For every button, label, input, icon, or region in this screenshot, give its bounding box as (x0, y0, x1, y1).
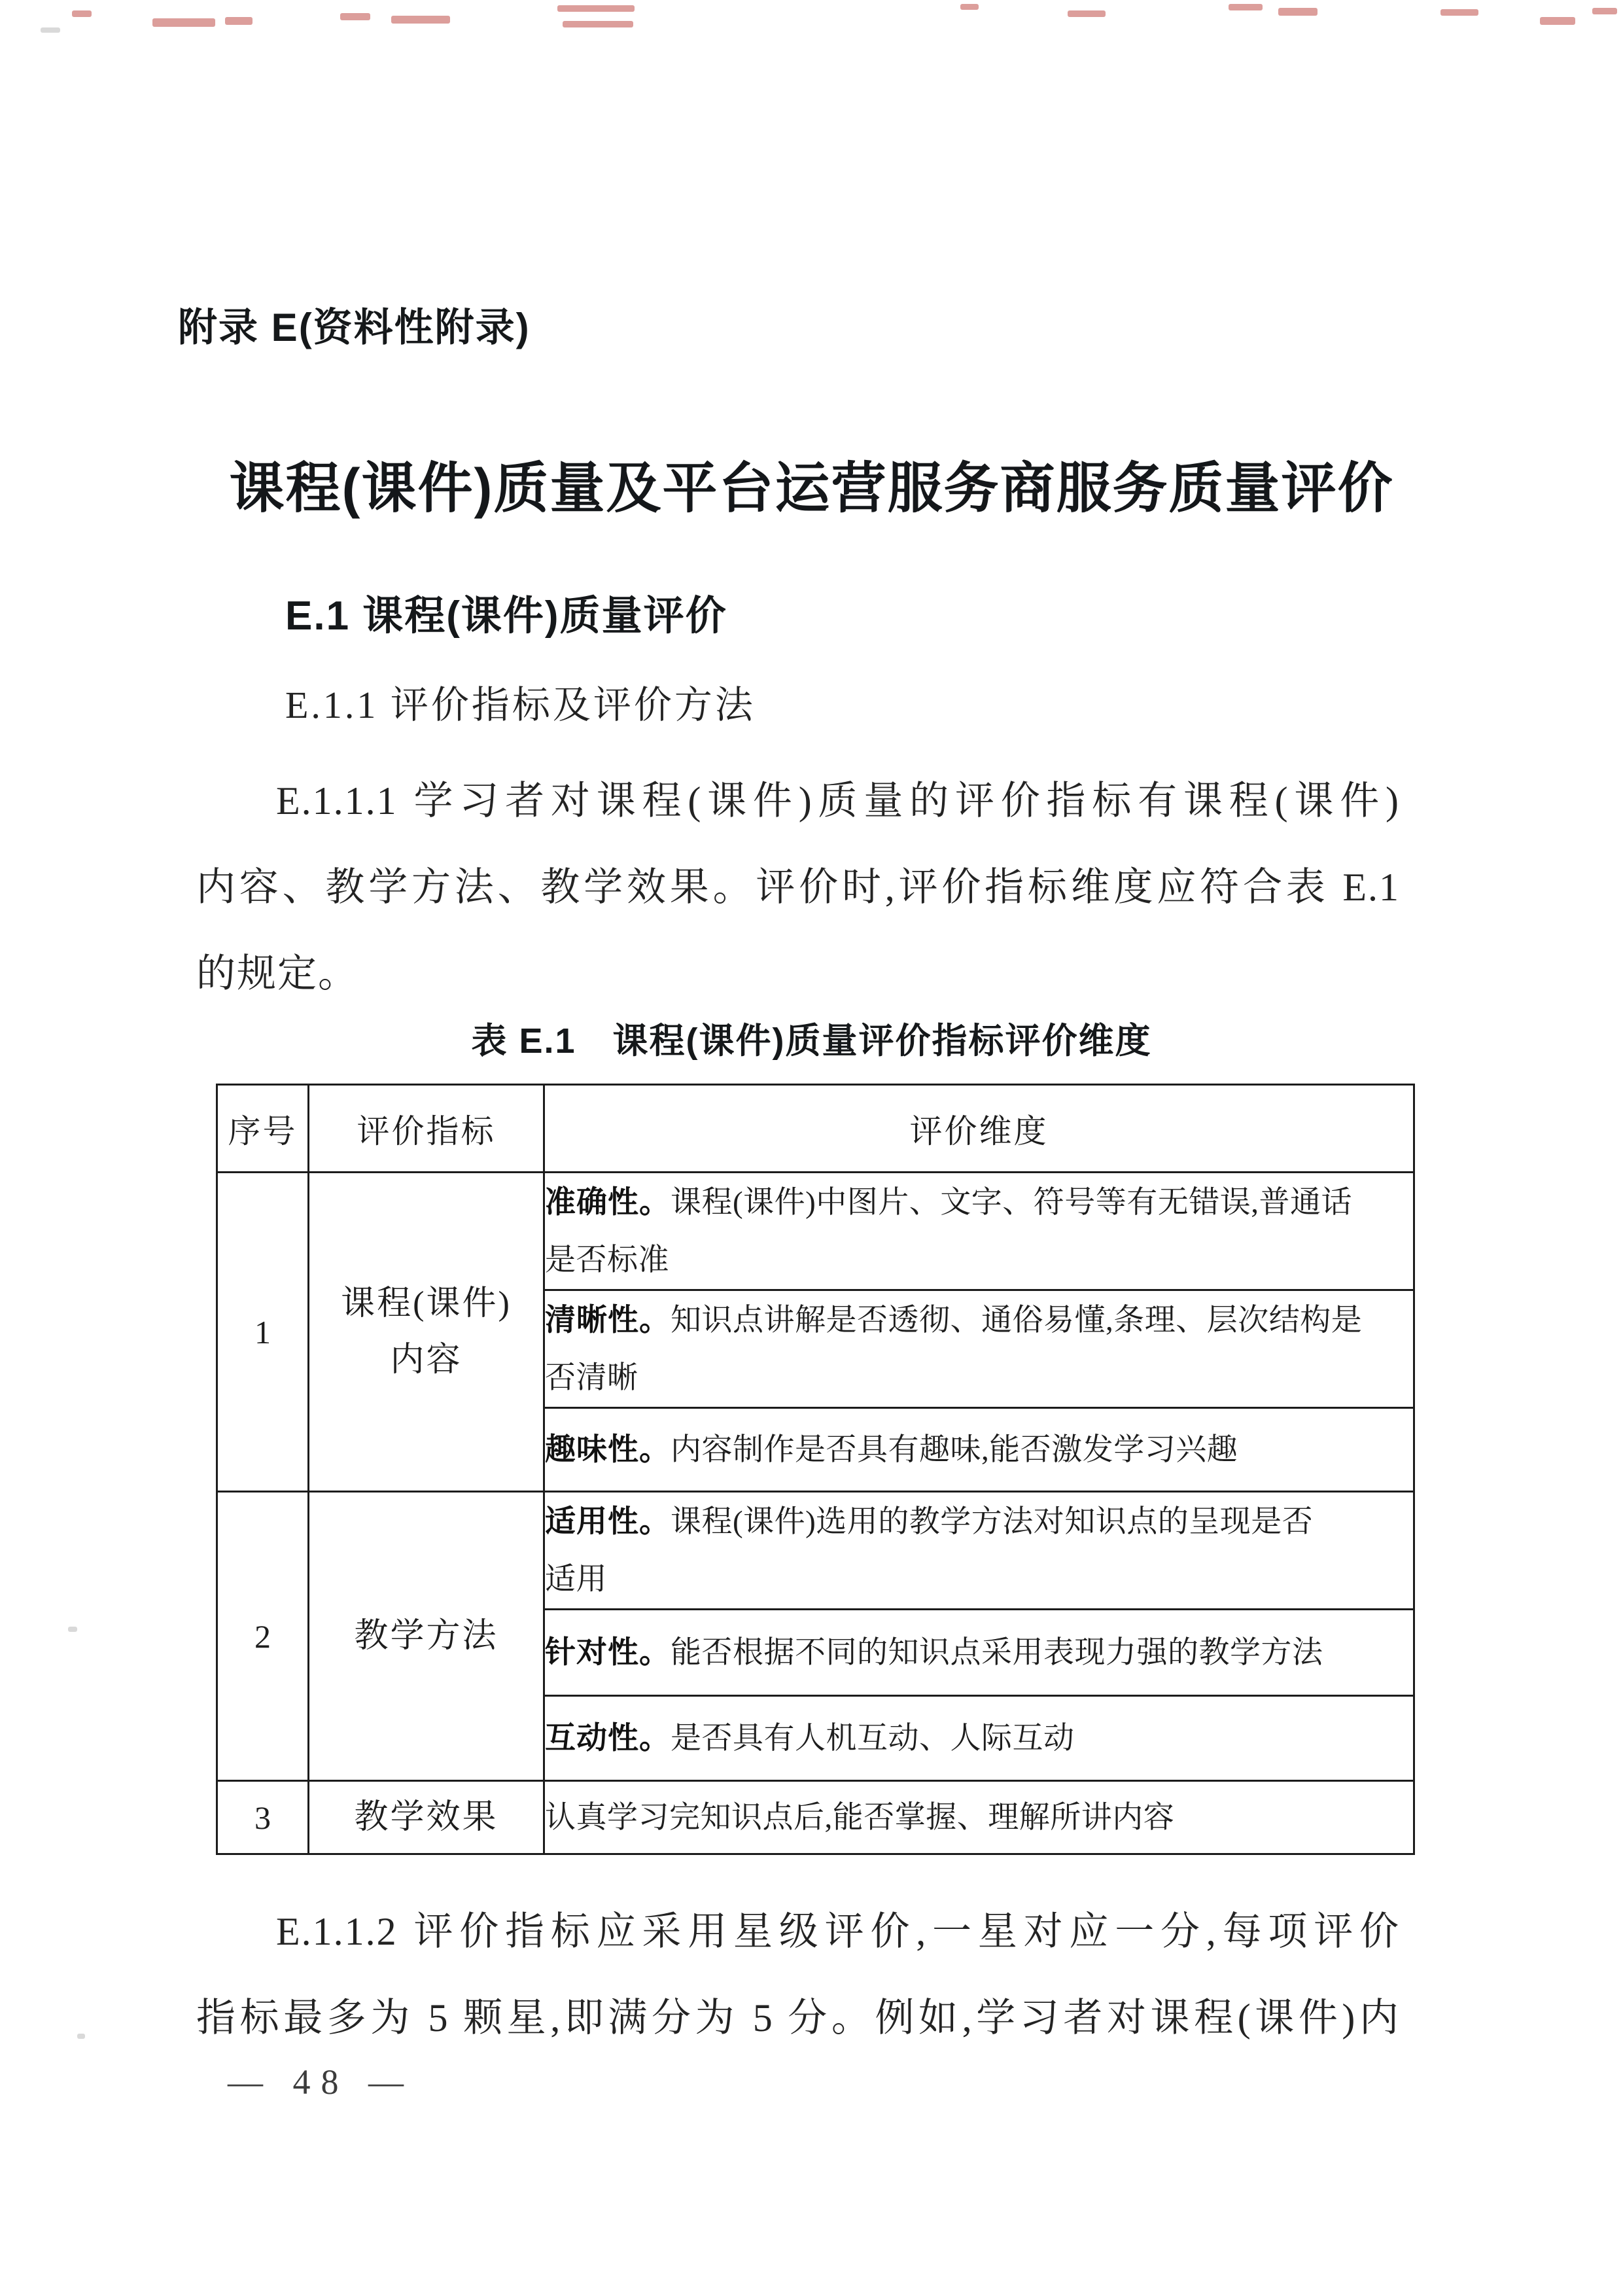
cell-dimension-interest (544, 1408, 1414, 1492)
indicator-line: 课程(课件) (341, 1284, 512, 1322)
dimension-lead: 针对性。 (545, 1634, 671, 1669)
scan-artifact (1540, 17, 1575, 25)
col-header-no: 序号 (217, 1085, 309, 1173)
text-line (545, 1623, 1413, 1682)
text-line (545, 1421, 1413, 1479)
cell-dimension-interactivity (544, 1696, 1414, 1781)
scan-artifact (225, 17, 253, 25)
text-line (545, 1173, 1413, 1231)
text-line: 内容、教学方法、教学效果。评价时,评价指标维度应符合表 E.1 (196, 866, 1400, 909)
text-line: 适用 (545, 1563, 607, 1597)
page-title: 课程(课件)质量及平台运营服务商服务质量评价 (229, 457, 1394, 519)
scan-artifact (72, 10, 92, 17)
scan-artifact (563, 21, 633, 27)
table-caption: 表 E.1 课程(课件)质量评价指标评价维度 (471, 1021, 1152, 1061)
text-line: 否清晰 (545, 1361, 638, 1395)
cell-no-3: 3 (217, 1781, 309, 1854)
text-line: E.1.1.2 评价指标应采用星级评价,一星对应一分,每项评价 (276, 1910, 1400, 1953)
cell-dimension-accuracy (544, 1173, 1414, 1290)
scan-artifact (340, 13, 370, 20)
scan-artifact (1440, 9, 1478, 16)
text-line (545, 1789, 1413, 1846)
scan-artifact (152, 18, 215, 27)
scan-artifact (1068, 10, 1106, 17)
dimension-lead: 互动性。 (545, 1720, 671, 1755)
dimension-lead: 清晰性。 (545, 1302, 671, 1337)
cell-dimension-effect (544, 1781, 1414, 1854)
dimension-text: 内容制作是否具有趣味,能否激发学习兴趣 (671, 1433, 1238, 1467)
cell-no-1: 1 (217, 1173, 309, 1492)
scan-artifact (1278, 8, 1318, 16)
indicator-line: 内容 (390, 1341, 462, 1379)
dimension-text: 知识点讲解是否透彻、通俗易懂,条理、层次结构是 (671, 1303, 1363, 1337)
dimension-text: 能否根据不同的知识点采用表现力强的教学方法 (671, 1636, 1323, 1670)
scan-artifact (391, 16, 450, 24)
cell-indicator-2 (309, 1492, 544, 1781)
scan-artifact (41, 27, 60, 33)
scan-artifact (68, 1627, 77, 1632)
text-line (545, 1291, 1413, 1349)
cell-indicator-3 (309, 1781, 544, 1854)
dimension-text: 课程(课件)选用的教学方法对知识点的呈现是否 (671, 1505, 1314, 1539)
indicator-line: 教学效果 (354, 1798, 498, 1836)
text-line: 是否标准 (545, 1243, 669, 1277)
indicator-line: 教学方法 (354, 1617, 498, 1655)
scan-artifact (77, 2034, 85, 2039)
scan-artifact (1592, 8, 1617, 14)
table-row (217, 1173, 1414, 1290)
scan-artifact (960, 4, 979, 10)
subsection-heading-e11: E.1.1 评价指标及评价方法 (285, 684, 756, 726)
section-heading-e1: E.1 课程(课件)质量评价 (285, 593, 727, 639)
text-line: 指标最多为 5 颗星,即满分为 5 分。例如,学习者对课程(课件)内 (196, 1996, 1400, 2040)
dimension-text: 认真学习完知识点后,能否掌握、理解所讲内容 (545, 1800, 1175, 1835)
dimension-lead: 准确性。 (545, 1184, 671, 1219)
text-line (545, 1709, 1413, 1767)
table-header-row (217, 1085, 1414, 1173)
paragraph-e111 (196, 758, 1400, 1017)
text-line (545, 1492, 1413, 1551)
scan-artifact (1229, 4, 1263, 10)
cell-dimension-pertinence (544, 1610, 1414, 1696)
dimension-lead: 趣味性。 (545, 1432, 671, 1466)
paragraph-e112 (196, 1888, 1400, 2061)
dimension-text: 是否具有人机互动、人际互动 (671, 1722, 1075, 1756)
cell-no-2: 2 (217, 1492, 309, 1781)
table-row (217, 1781, 1414, 1854)
scan-artifact (557, 5, 635, 12)
cell-indicator-1 (309, 1173, 544, 1492)
text-line: 的规定。 (196, 952, 358, 995)
evaluation-table (216, 1084, 1415, 1855)
dimension-lead: 适用性。 (545, 1504, 671, 1538)
dimension-text: 课程(课件)中图片、文字、符号等有无错误,普通话 (671, 1186, 1353, 1220)
col-header-dimension: 评价维度 (544, 1085, 1414, 1173)
table-row (217, 1492, 1414, 1610)
cell-dimension-applicability (544, 1492, 1414, 1610)
text-line: E.1.1.1 学习者对课程(课件)质量的评价指标有课程(课件) (276, 779, 1400, 822)
appendix-heading: 附录 E(资料性附录) (178, 306, 531, 349)
cell-dimension-clarity (544, 1290, 1414, 1408)
col-header-indicator: 评价指标 (309, 1085, 544, 1173)
page-number: — 48 — (228, 2062, 414, 2102)
